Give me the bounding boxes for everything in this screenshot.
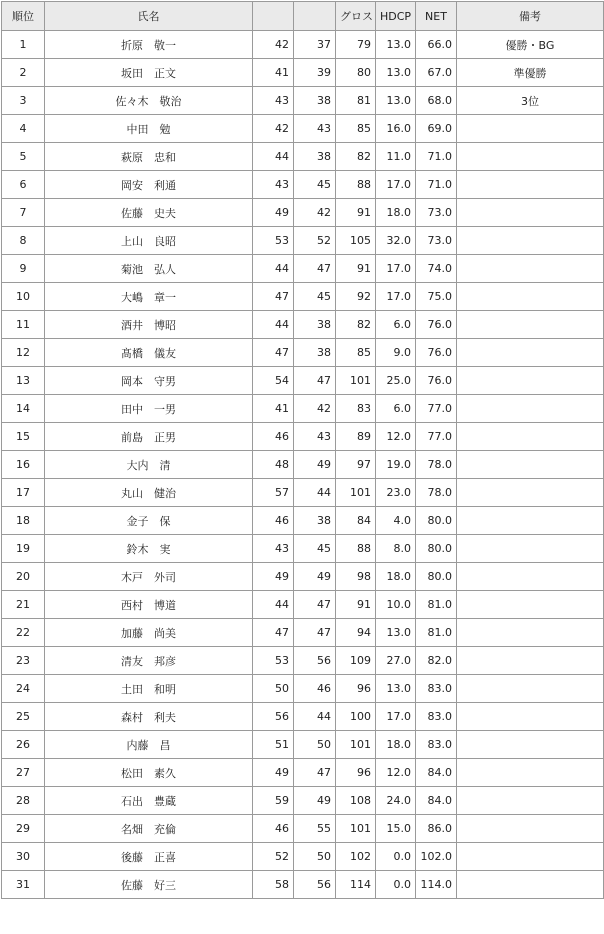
- cell-rank: 4: [2, 115, 45, 143]
- cell-notes: [457, 507, 604, 535]
- cell-notes: [457, 563, 604, 591]
- table-row: [2, 731, 604, 759]
- results-table: [1, 1, 604, 899]
- cell-gross: 101: [336, 731, 376, 759]
- cell-name: 木戸 外司: [45, 563, 253, 591]
- cell-rank: 21: [2, 591, 45, 619]
- cell-gross: 100: [336, 703, 376, 731]
- cell-rank: 3: [2, 87, 45, 115]
- cell-rank: 28: [2, 787, 45, 815]
- cell-rank: 23: [2, 647, 45, 675]
- cell-gross: 83: [336, 395, 376, 423]
- cell-net: 75.0: [416, 283, 457, 311]
- table-row: [2, 563, 604, 591]
- cell-gross: 82: [336, 143, 376, 171]
- cell-notes: [457, 815, 604, 843]
- cell-hdcp: 25.0: [376, 367, 416, 395]
- cell-rank: 30: [2, 843, 45, 871]
- cell-name: 岡本 守男: [45, 367, 253, 395]
- cell-hdcp: 6.0: [376, 311, 416, 339]
- cell-hdcp: 24.0: [376, 787, 416, 815]
- cell-net: 78.0: [416, 479, 457, 507]
- cell-hdcp: 0.0: [376, 871, 416, 899]
- cell-gross: 101: [336, 815, 376, 843]
- cell-notes: [457, 535, 604, 563]
- cell-name: 松田 素久: [45, 759, 253, 787]
- cell-front: 54: [253, 367, 294, 395]
- cell-net: 77.0: [416, 423, 457, 451]
- cell-name: 清友 邦彦: [45, 647, 253, 675]
- cell-back: 49: [294, 787, 336, 815]
- cell-gross: 80: [336, 59, 376, 87]
- table-row: [2, 283, 604, 311]
- cell-rank: 10: [2, 283, 45, 311]
- cell-gross: 79: [336, 31, 376, 59]
- table-body: [2, 31, 604, 899]
- cell-front: 57: [253, 479, 294, 507]
- cell-front: 46: [253, 423, 294, 451]
- cell-name: 岡安 利通: [45, 171, 253, 199]
- cell-hdcp: 9.0: [376, 339, 416, 367]
- cell-rank: 9: [2, 255, 45, 283]
- cell-gross: 98: [336, 563, 376, 591]
- cell-rank: 6: [2, 171, 45, 199]
- cell-front: 49: [253, 199, 294, 227]
- cell-hdcp: 23.0: [376, 479, 416, 507]
- cell-gross: 85: [336, 339, 376, 367]
- cell-notes: [457, 227, 604, 255]
- cell-notes: [457, 619, 604, 647]
- cell-front: 53: [253, 227, 294, 255]
- header-gross: グロス: [336, 2, 376, 31]
- header-net: NET: [416, 2, 457, 31]
- cell-gross: 96: [336, 759, 376, 787]
- cell-net: 81.0: [416, 591, 457, 619]
- cell-back: 56: [294, 871, 336, 899]
- cell-hdcp: 18.0: [376, 731, 416, 759]
- cell-net: 83.0: [416, 731, 457, 759]
- cell-rank: 25: [2, 703, 45, 731]
- cell-front: 42: [253, 31, 294, 59]
- cell-front: 42: [253, 115, 294, 143]
- cell-back: 44: [294, 703, 336, 731]
- cell-back: 47: [294, 591, 336, 619]
- cell-gross: 108: [336, 787, 376, 815]
- cell-name: 鈴木 実: [45, 535, 253, 563]
- cell-gross: 85: [336, 115, 376, 143]
- cell-gross: 114: [336, 871, 376, 899]
- cell-name: 石出 豊蔵: [45, 787, 253, 815]
- cell-front: 44: [253, 311, 294, 339]
- cell-front: 47: [253, 339, 294, 367]
- cell-notes: [457, 199, 604, 227]
- cell-back: 49: [294, 563, 336, 591]
- cell-rank: 18: [2, 507, 45, 535]
- cell-name: 金子 保: [45, 507, 253, 535]
- cell-gross: 91: [336, 591, 376, 619]
- cell-gross: 101: [336, 479, 376, 507]
- cell-rank: 2: [2, 59, 45, 87]
- cell-name: 佐藤 好三: [45, 871, 253, 899]
- cell-notes: [457, 647, 604, 675]
- cell-hdcp: 11.0: [376, 143, 416, 171]
- header-hdcp: HDCP: [376, 2, 416, 31]
- cell-front: 44: [253, 143, 294, 171]
- table-header: [2, 2, 604, 31]
- cell-back: 38: [294, 311, 336, 339]
- cell-gross: 102: [336, 843, 376, 871]
- cell-net: 83.0: [416, 703, 457, 731]
- cell-hdcp: 13.0: [376, 619, 416, 647]
- cell-notes: [457, 675, 604, 703]
- cell-front: 49: [253, 563, 294, 591]
- table-row: [2, 479, 604, 507]
- cell-notes: [457, 731, 604, 759]
- cell-front: 52: [253, 843, 294, 871]
- cell-hdcp: 15.0: [376, 815, 416, 843]
- cell-notes: 3位: [457, 87, 604, 115]
- cell-notes: [457, 871, 604, 899]
- cell-gross: 96: [336, 675, 376, 703]
- cell-hdcp: 32.0: [376, 227, 416, 255]
- cell-hdcp: 13.0: [376, 675, 416, 703]
- header-notes: 備考: [457, 2, 604, 31]
- cell-notes: [457, 787, 604, 815]
- cell-front: 56: [253, 703, 294, 731]
- cell-name: 森村 利夫: [45, 703, 253, 731]
- cell-back: 56: [294, 647, 336, 675]
- cell-rank: 8: [2, 227, 45, 255]
- cell-hdcp: 17.0: [376, 703, 416, 731]
- cell-net: 76.0: [416, 339, 457, 367]
- cell-net: 73.0: [416, 199, 457, 227]
- cell-net: 80.0: [416, 563, 457, 591]
- cell-gross: 81: [336, 87, 376, 115]
- cell-notes: [457, 171, 604, 199]
- cell-front: 41: [253, 395, 294, 423]
- cell-hdcp: 10.0: [376, 591, 416, 619]
- cell-back: 38: [294, 143, 336, 171]
- table-row: [2, 787, 604, 815]
- table-row: [2, 675, 604, 703]
- cell-back: 52: [294, 227, 336, 255]
- cell-gross: 105: [336, 227, 376, 255]
- cell-hdcp: 13.0: [376, 59, 416, 87]
- cell-notes: [457, 255, 604, 283]
- cell-back: 49: [294, 451, 336, 479]
- cell-front: 48: [253, 451, 294, 479]
- cell-hdcp: 4.0: [376, 507, 416, 535]
- table-row: [2, 311, 604, 339]
- cell-name: 大嶋 章一: [45, 283, 253, 311]
- cell-name: 佐々木 敬治: [45, 87, 253, 115]
- cell-net: 74.0: [416, 255, 457, 283]
- cell-notes: [457, 591, 604, 619]
- table-row: [2, 339, 604, 367]
- cell-gross: 88: [336, 171, 376, 199]
- cell-back: 39: [294, 59, 336, 87]
- cell-name: 田中 一男: [45, 395, 253, 423]
- header-front: [253, 2, 294, 31]
- cell-notes: [457, 843, 604, 871]
- table-row: [2, 451, 604, 479]
- cell-rank: 17: [2, 479, 45, 507]
- cell-gross: 91: [336, 255, 376, 283]
- cell-back: 45: [294, 283, 336, 311]
- cell-hdcp: 16.0: [376, 115, 416, 143]
- cell-front: 59: [253, 787, 294, 815]
- cell-front: 44: [253, 591, 294, 619]
- cell-rank: 20: [2, 563, 45, 591]
- cell-net: 83.0: [416, 675, 457, 703]
- cell-rank: 27: [2, 759, 45, 787]
- cell-net: 78.0: [416, 451, 457, 479]
- cell-notes: [457, 115, 604, 143]
- table-row: [2, 171, 604, 199]
- header-back: [294, 2, 336, 31]
- cell-gross: 84: [336, 507, 376, 535]
- cell-rank: 11: [2, 311, 45, 339]
- cell-notes: [457, 479, 604, 507]
- cell-net: 84.0: [416, 787, 457, 815]
- cell-name: 髙橋 儀友: [45, 339, 253, 367]
- cell-net: 86.0: [416, 815, 457, 843]
- cell-notes: [457, 367, 604, 395]
- cell-rank: 1: [2, 31, 45, 59]
- cell-gross: 101: [336, 367, 376, 395]
- cell-back: 37: [294, 31, 336, 59]
- cell-rank: 29: [2, 815, 45, 843]
- cell-gross: 91: [336, 199, 376, 227]
- table-row: [2, 87, 604, 115]
- cell-name: 前島 正男: [45, 423, 253, 451]
- cell-net: 114.0: [416, 871, 457, 899]
- cell-notes: [457, 143, 604, 171]
- cell-back: 47: [294, 255, 336, 283]
- cell-back: 46: [294, 675, 336, 703]
- cell-back: 47: [294, 759, 336, 787]
- cell-net: 80.0: [416, 535, 457, 563]
- cell-gross: 89: [336, 423, 376, 451]
- cell-hdcp: 17.0: [376, 283, 416, 311]
- table-row: [2, 759, 604, 787]
- cell-hdcp: 17.0: [376, 171, 416, 199]
- cell-back: 42: [294, 395, 336, 423]
- cell-rank: 22: [2, 619, 45, 647]
- cell-notes: [457, 423, 604, 451]
- cell-back: 38: [294, 507, 336, 535]
- cell-front: 49: [253, 759, 294, 787]
- cell-front: 50: [253, 675, 294, 703]
- cell-name: 萩原 忠和: [45, 143, 253, 171]
- cell-gross: 92: [336, 283, 376, 311]
- cell-net: 82.0: [416, 647, 457, 675]
- table-row: [2, 423, 604, 451]
- cell-net: 66.0: [416, 31, 457, 59]
- cell-back: 38: [294, 339, 336, 367]
- table-row: [2, 843, 604, 871]
- cell-net: 102.0: [416, 843, 457, 871]
- cell-back: 43: [294, 115, 336, 143]
- table-row: [2, 115, 604, 143]
- cell-rank: 26: [2, 731, 45, 759]
- cell-rank: 16: [2, 451, 45, 479]
- cell-gross: 88: [336, 535, 376, 563]
- cell-net: 80.0: [416, 507, 457, 535]
- cell-rank: 15: [2, 423, 45, 451]
- cell-name: 内藤 昌: [45, 731, 253, 759]
- cell-notes: 優勝・BG: [457, 31, 604, 59]
- cell-notes: [457, 283, 604, 311]
- cell-name: 菊池 弘人: [45, 255, 253, 283]
- cell-net: 71.0: [416, 171, 457, 199]
- table-row: [2, 143, 604, 171]
- table-row: [2, 535, 604, 563]
- table-row: [2, 199, 604, 227]
- cell-net: 71.0: [416, 143, 457, 171]
- table-row: [2, 255, 604, 283]
- cell-notes: [457, 311, 604, 339]
- cell-net: 69.0: [416, 115, 457, 143]
- cell-hdcp: 12.0: [376, 759, 416, 787]
- table-row: [2, 815, 604, 843]
- cell-back: 47: [294, 619, 336, 647]
- cell-front: 58: [253, 871, 294, 899]
- cell-hdcp: 8.0: [376, 535, 416, 563]
- cell-back: 44: [294, 479, 336, 507]
- cell-front: 46: [253, 815, 294, 843]
- cell-name: 大内 清: [45, 451, 253, 479]
- cell-notes: 準優勝: [457, 59, 604, 87]
- cell-rank: 5: [2, 143, 45, 171]
- table-row: [2, 31, 604, 59]
- table-row: [2, 647, 604, 675]
- cell-name: 丸山 健治: [45, 479, 253, 507]
- cell-hdcp: 0.0: [376, 843, 416, 871]
- header-rank: 順位: [2, 2, 45, 31]
- cell-back: 38: [294, 87, 336, 115]
- cell-hdcp: 18.0: [376, 563, 416, 591]
- cell-notes: [457, 395, 604, 423]
- cell-name: 名畑 充倫: [45, 815, 253, 843]
- cell-gross: 109: [336, 647, 376, 675]
- cell-front: 47: [253, 283, 294, 311]
- cell-notes: [457, 339, 604, 367]
- cell-name: 上山 良昭: [45, 227, 253, 255]
- cell-front: 46: [253, 507, 294, 535]
- cell-rank: 7: [2, 199, 45, 227]
- table-row: [2, 591, 604, 619]
- cell-notes: [457, 703, 604, 731]
- cell-front: 43: [253, 535, 294, 563]
- cell-net: 76.0: [416, 311, 457, 339]
- cell-back: 55: [294, 815, 336, 843]
- cell-back: 43: [294, 423, 336, 451]
- cell-name: 坂田 正文: [45, 59, 253, 87]
- cell-net: 67.0: [416, 59, 457, 87]
- cell-net: 68.0: [416, 87, 457, 115]
- cell-front: 51: [253, 731, 294, 759]
- cell-hdcp: 13.0: [376, 31, 416, 59]
- cell-hdcp: 19.0: [376, 451, 416, 479]
- cell-front: 44: [253, 255, 294, 283]
- table-row: [2, 507, 604, 535]
- cell-name: 佐藤 史夫: [45, 199, 253, 227]
- cell-rank: 31: [2, 871, 45, 899]
- table-row: [2, 871, 604, 899]
- cell-back: 47: [294, 367, 336, 395]
- cell-name: 加藤 尚美: [45, 619, 253, 647]
- cell-back: 50: [294, 731, 336, 759]
- cell-net: 73.0: [416, 227, 457, 255]
- cell-hdcp: 12.0: [376, 423, 416, 451]
- cell-front: 43: [253, 171, 294, 199]
- cell-hdcp: 27.0: [376, 647, 416, 675]
- cell-hdcp: 6.0: [376, 395, 416, 423]
- cell-notes: [457, 451, 604, 479]
- cell-net: 81.0: [416, 619, 457, 647]
- cell-gross: 82: [336, 311, 376, 339]
- cell-rank: 19: [2, 535, 45, 563]
- cell-net: 77.0: [416, 395, 457, 423]
- cell-hdcp: 13.0: [376, 87, 416, 115]
- cell-hdcp: 18.0: [376, 199, 416, 227]
- table-row: [2, 59, 604, 87]
- table-row: [2, 227, 604, 255]
- cell-front: 43: [253, 87, 294, 115]
- cell-front: 47: [253, 619, 294, 647]
- table-row: [2, 703, 604, 731]
- cell-name: 中田 勉: [45, 115, 253, 143]
- table-row: [2, 367, 604, 395]
- cell-rank: 14: [2, 395, 45, 423]
- cell-rank: 12: [2, 339, 45, 367]
- table-row: [2, 619, 604, 647]
- cell-name: 西村 博道: [45, 591, 253, 619]
- cell-back: 42: [294, 199, 336, 227]
- table-row: [2, 395, 604, 423]
- cell-front: 41: [253, 59, 294, 87]
- header-name: 氏名: [45, 2, 253, 31]
- cell-net: 76.0: [416, 367, 457, 395]
- header-row: [2, 2, 604, 31]
- cell-rank: 13: [2, 367, 45, 395]
- cell-hdcp: 17.0: [376, 255, 416, 283]
- cell-name: 後藤 正喜: [45, 843, 253, 871]
- cell-gross: 97: [336, 451, 376, 479]
- cell-gross: 94: [336, 619, 376, 647]
- cell-back: 45: [294, 535, 336, 563]
- cell-rank: 24: [2, 675, 45, 703]
- cell-back: 50: [294, 843, 336, 871]
- cell-front: 53: [253, 647, 294, 675]
- cell-notes: [457, 759, 604, 787]
- cell-back: 45: [294, 171, 336, 199]
- cell-name: 折原 敬一: [45, 31, 253, 59]
- cell-name: 土田 和明: [45, 675, 253, 703]
- cell-name: 酒井 博昭: [45, 311, 253, 339]
- cell-net: 84.0: [416, 759, 457, 787]
